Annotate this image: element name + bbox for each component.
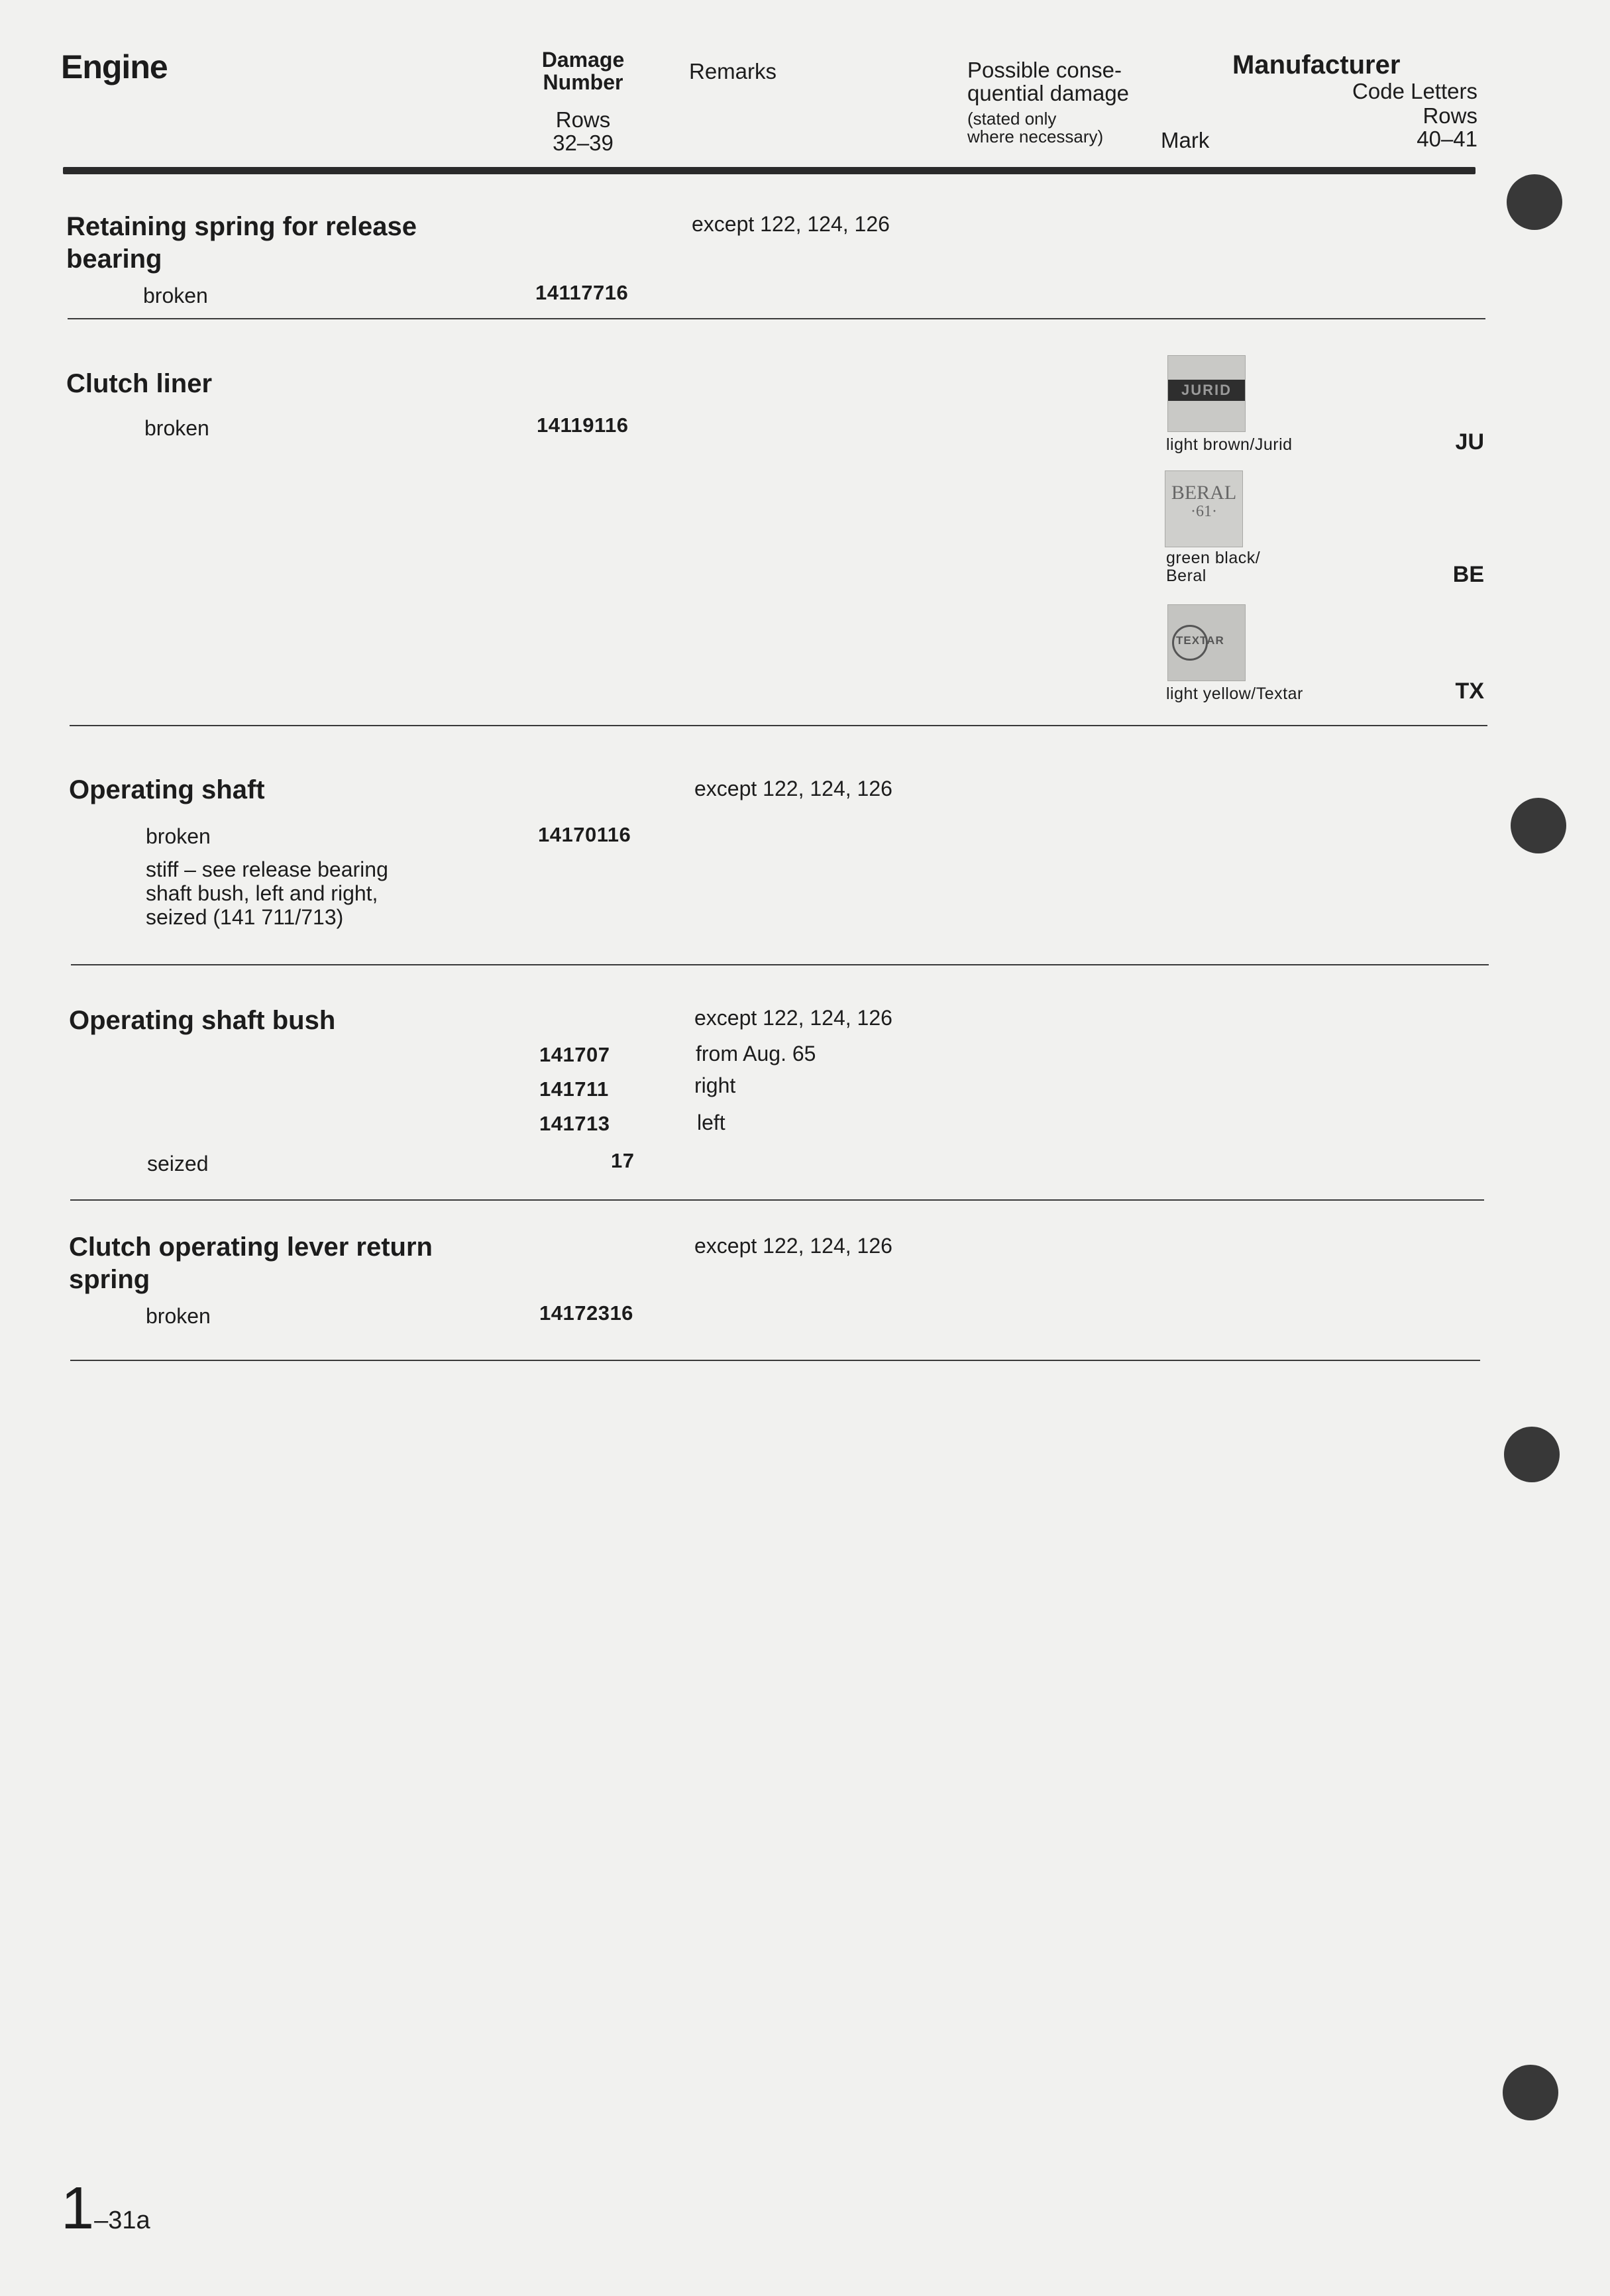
remark: except 122, 124, 126 bbox=[694, 1234, 892, 1258]
damage-number: 14117716 bbox=[535, 281, 629, 304]
page-number-suffix: –31a bbox=[94, 2207, 150, 2234]
section-divider bbox=[70, 725, 1487, 726]
mark-header: Mark bbox=[1161, 128, 1210, 152]
remark: left bbox=[697, 1111, 725, 1134]
textar-mark-swatch bbox=[1167, 604, 1246, 681]
page-title: Engine bbox=[61, 48, 168, 85]
punch-hole bbox=[1511, 798, 1566, 853]
consequential-damage-header bbox=[967, 58, 1129, 146]
part-number: 141711 bbox=[539, 1077, 609, 1101]
page-number bbox=[61, 2175, 150, 2243]
jurid-logo-text: JURID bbox=[1168, 380, 1245, 401]
mark-caption-line2: Beral bbox=[1166, 567, 1207, 585]
mfr-rows-label: Rows bbox=[1422, 103, 1477, 128]
conseq-note1: (stated only bbox=[967, 109, 1057, 129]
damage-number: 14172316 bbox=[539, 1301, 633, 1325]
manufacturer-code: BE bbox=[1452, 562, 1484, 587]
code-letters-header: Code Letters bbox=[1352, 79, 1477, 103]
conseq-line2: quential damage bbox=[967, 81, 1130, 105]
beral-logo-number: ·61· bbox=[1191, 503, 1217, 520]
rows-label: Rows bbox=[555, 107, 611, 132]
section-title: Operating shaft bush bbox=[69, 1006, 336, 1035]
rows-header bbox=[537, 108, 629, 154]
section-divider bbox=[70, 1360, 1480, 1361]
damage-number: 14170116 bbox=[538, 823, 631, 846]
manufacturer-header: Manufacturer bbox=[1232, 50, 1401, 80]
punch-hole bbox=[1503, 2065, 1558, 2120]
rows-range: 32–39 bbox=[553, 131, 614, 155]
conseq-line1: Possible conse- bbox=[967, 58, 1122, 82]
damage-item-label: broken bbox=[144, 416, 209, 440]
note-line: seized (141 711/713) bbox=[146, 905, 344, 929]
remark: except 122, 124, 126 bbox=[692, 212, 890, 236]
section-divider bbox=[71, 964, 1489, 965]
section-title: Operating shaft bbox=[69, 775, 265, 804]
mark-caption: light yellow/Textar bbox=[1166, 684, 1303, 703]
part-number: 141707 bbox=[539, 1043, 610, 1066]
damage-number-header-line1: Damage bbox=[541, 48, 625, 72]
punch-hole bbox=[1507, 174, 1562, 230]
part-number: 141713 bbox=[539, 1112, 610, 1135]
mark-caption: light brown/Jurid bbox=[1166, 435, 1293, 454]
damage-number-header-line2: Number bbox=[543, 70, 623, 94]
page-number-main: 1 bbox=[61, 2175, 95, 2242]
beral-mark-swatch bbox=[1165, 470, 1243, 547]
header-divider bbox=[63, 167, 1476, 174]
mfr-rows-range: 40–41 bbox=[1417, 127, 1477, 151]
damage-item-label: broken bbox=[143, 284, 208, 307]
section-divider bbox=[68, 318, 1485, 319]
section-title: Clutch liner bbox=[66, 369, 213, 398]
damage-item-label: broken bbox=[146, 1304, 211, 1328]
damage-number: 14119116 bbox=[537, 413, 629, 437]
damage-item-label: broken bbox=[146, 824, 211, 848]
remark: except 122, 124, 126 bbox=[694, 777, 892, 800]
note-line: stiff – see release bearing bbox=[146, 857, 388, 881]
punch-hole bbox=[1504, 1427, 1560, 1482]
damage-item-label: seized bbox=[147, 1152, 209, 1175]
mark-caption-line1: green black/ bbox=[1166, 549, 1261, 567]
section-title: Clutch operating lever return spring bbox=[69, 1232, 433, 1294]
textar-logo-text: TEXTAR bbox=[1176, 634, 1224, 647]
note-line: shaft bush, left and right, bbox=[146, 881, 378, 905]
section-divider bbox=[70, 1199, 1484, 1201]
damage-note bbox=[146, 857, 388, 929]
mark-caption bbox=[1166, 549, 1260, 585]
section-title: Retaining spring for release bearing bbox=[66, 212, 417, 274]
remark: from Aug. 65 bbox=[696, 1042, 816, 1066]
remark: right bbox=[694, 1073, 736, 1097]
conseq-note2: where necessary) bbox=[967, 127, 1104, 146]
remarks-header: Remarks bbox=[689, 59, 777, 83]
damage-number: 17 bbox=[611, 1149, 635, 1172]
jurid-mark-swatch bbox=[1167, 355, 1246, 432]
remark: except 122, 124, 126 bbox=[694, 1006, 892, 1030]
damage-number-header bbox=[537, 48, 629, 93]
manufacturer-code: TX bbox=[1455, 679, 1484, 704]
manufacturer-code: JU bbox=[1455, 429, 1484, 455]
beral-logo-text: BERAL bbox=[1171, 482, 1237, 504]
